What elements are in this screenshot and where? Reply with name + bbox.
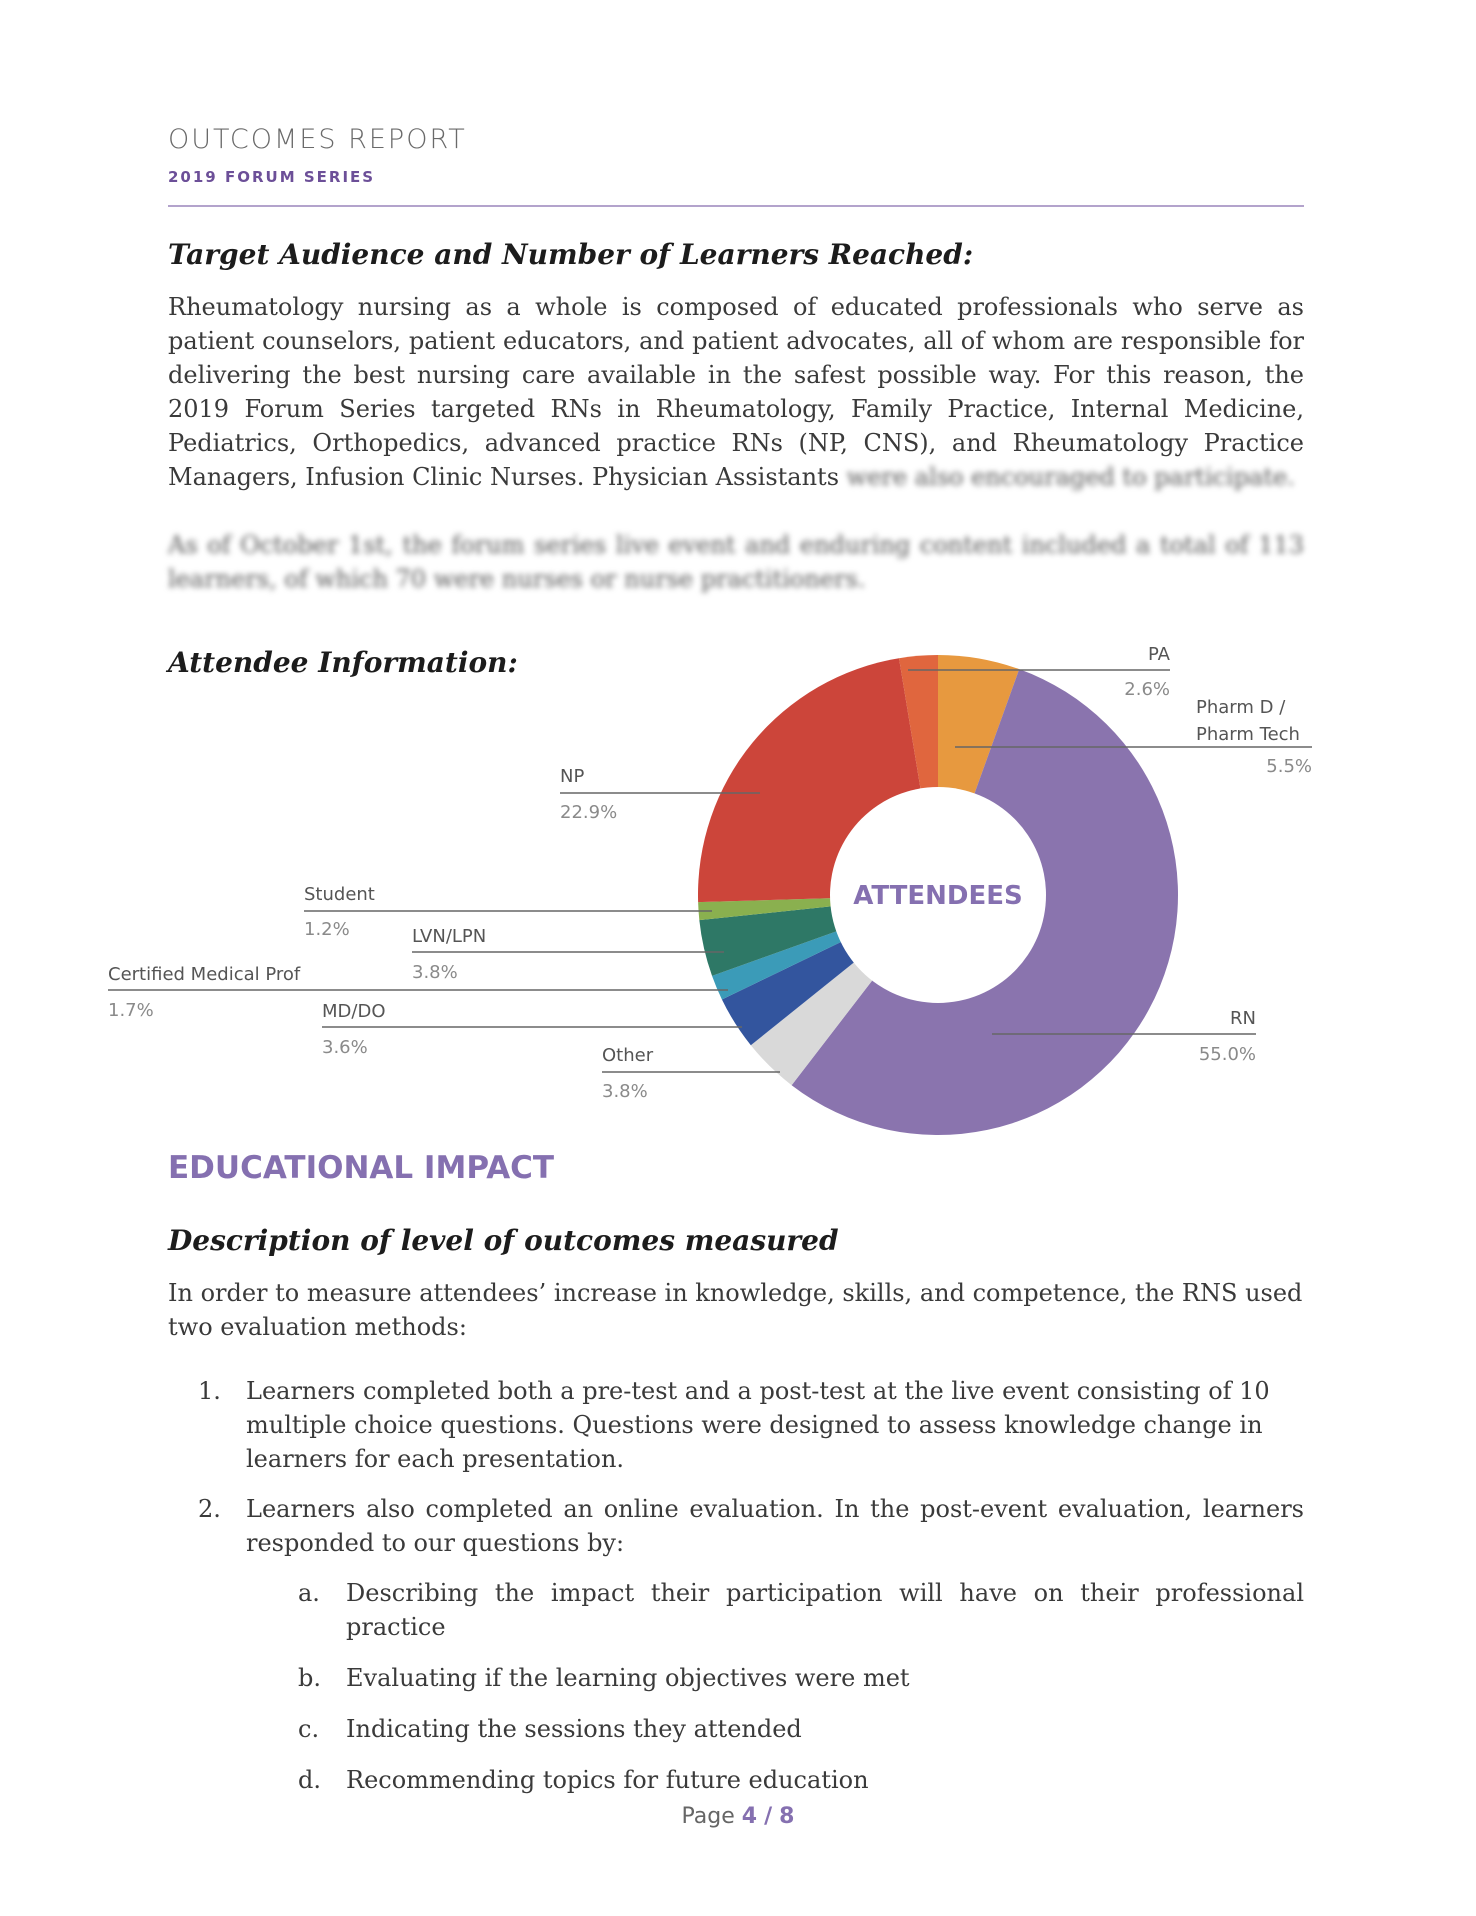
educational-impact-heading: EDUCATIONAL IMPACT: [168, 1150, 555, 1186]
sublist-letter: c.: [298, 1715, 320, 1743]
header-title: OUTCOMES REPORT: [168, 124, 467, 155]
section-heading-attendee-info: Attendee Information:: [168, 646, 518, 679]
sublist-item: [246, 1712, 1304, 1746]
sublist-item-text: Indicating the sessions they attended: [346, 1715, 802, 1743]
page-number-total: 8: [779, 1804, 795, 1829]
label-mddo: MD/DO: [322, 1001, 386, 1022]
pct-other: 3.8%: [602, 1081, 648, 1102]
label-pa: PA: [1147, 644, 1170, 665]
page-number-current: 4: [741, 1804, 758, 1829]
sublist-item: [246, 1763, 1304, 1797]
sublist-letter: a.: [298, 1579, 320, 1607]
sublist-item-text: Describing the impact their participation will have on their professional practice: [346, 1579, 1304, 1641]
label-student: Student: [304, 884, 375, 905]
pct-student: 1.2%: [304, 919, 350, 940]
evaluation-sublist: [246, 1576, 1304, 1797]
pct-rn: 55.0%: [1198, 1044, 1256, 1065]
list-item: [168, 1492, 1304, 1797]
label-pharm-line2: Pharm Tech: [1196, 724, 1300, 745]
pct-pharm: 5.5%: [1266, 756, 1312, 777]
attendee-donut-chart: [0, 620, 1476, 1150]
sublist-item-text: Evaluating if the learning objectives were met: [346, 1664, 910, 1692]
impact-intro-paragraph: In order to measure attendees’ increase in knowledge, skills, and competence, the RNS used two evaluation methods:: [168, 1279, 1303, 1341]
sublist-item: [246, 1576, 1304, 1644]
outcomes-description-heading: Description of level of outcomes measured: [168, 1224, 839, 1257]
sublist-letter: d.: [298, 1766, 321, 1794]
header-subtitle: 2019 FORUM SERIES: [168, 168, 376, 186]
pct-mddo: 3.6%: [322, 1037, 368, 1058]
page-number-separator: /: [764, 1804, 773, 1829]
pct-cmp: 1.7%: [108, 1000, 154, 1021]
evaluation-methods-list: [168, 1374, 1304, 1814]
label-np: NP: [560, 766, 585, 787]
label-pharm-line1: Pharm D /: [1196, 697, 1286, 718]
pct-pa: 2.6%: [1124, 679, 1170, 700]
paragraph-text: Rheumatology nursing as a whole is composed of educated professionals who serve as patient counselors, patient educators, and patient advocates, all of whom are responsible for delivering the best nursing care available in the safest possible way. For this reason, the 2019 Forum Series targeted RNs in Rheumatology, Family Practice, Internal Medicine, Pediatrics, Orthopedics, advanced practice RNs (NP, CNS), and Rheumatology Practice Managers, Infusion Clinic Nurses. Physician Assistants: [168, 293, 1304, 491]
list-number: 2.: [198, 1495, 221, 1523]
list-item-text: Learners also completed an online evaluation. In the post-event evaluation, learners responded to our questions by:: [246, 1495, 1304, 1557]
target-audience-paragraph: [168, 290, 1304, 494]
label-rn: RN: [1230, 1008, 1256, 1029]
sublist-item-text: Recommending topics for future education: [346, 1766, 869, 1794]
sublist-letter: b.: [298, 1664, 321, 1692]
label-lvn: LVN/LPN: [412, 926, 487, 947]
header-divider: [168, 205, 1304, 207]
list-item: [168, 1374, 1304, 1476]
paragraph-blurred-tail: were also encouraged to participate.: [846, 463, 1295, 491]
sublist-item: [246, 1661, 1304, 1695]
page-label: Page: [681, 1804, 735, 1829]
page-footer: [0, 1804, 1476, 1829]
section-heading-target-audience: Target Audience and Number of Learners Reached:: [168, 238, 974, 271]
learners-count-paragraph: As of October 1st, the forum series live event and enduring content included a total of 113 learners, of which 70 were nurses or nurse practitioners.: [168, 531, 1304, 593]
list-number: 1.: [198, 1377, 221, 1405]
label-other: Other: [602, 1045, 654, 1066]
list-item-text: Learners completed both a pre-test and a post-test at the live event consisting of 10 multiple choice questions. Questions were designed to assess knowledge change in learners for each presentation.: [246, 1377, 1270, 1473]
pct-np: 22.9%: [560, 802, 618, 823]
donut-center-label: ATTENDEES: [853, 881, 1023, 911]
label-cmp: Certified Medical Prof: [108, 964, 301, 985]
pct-lvn: 3.8%: [412, 962, 458, 983]
